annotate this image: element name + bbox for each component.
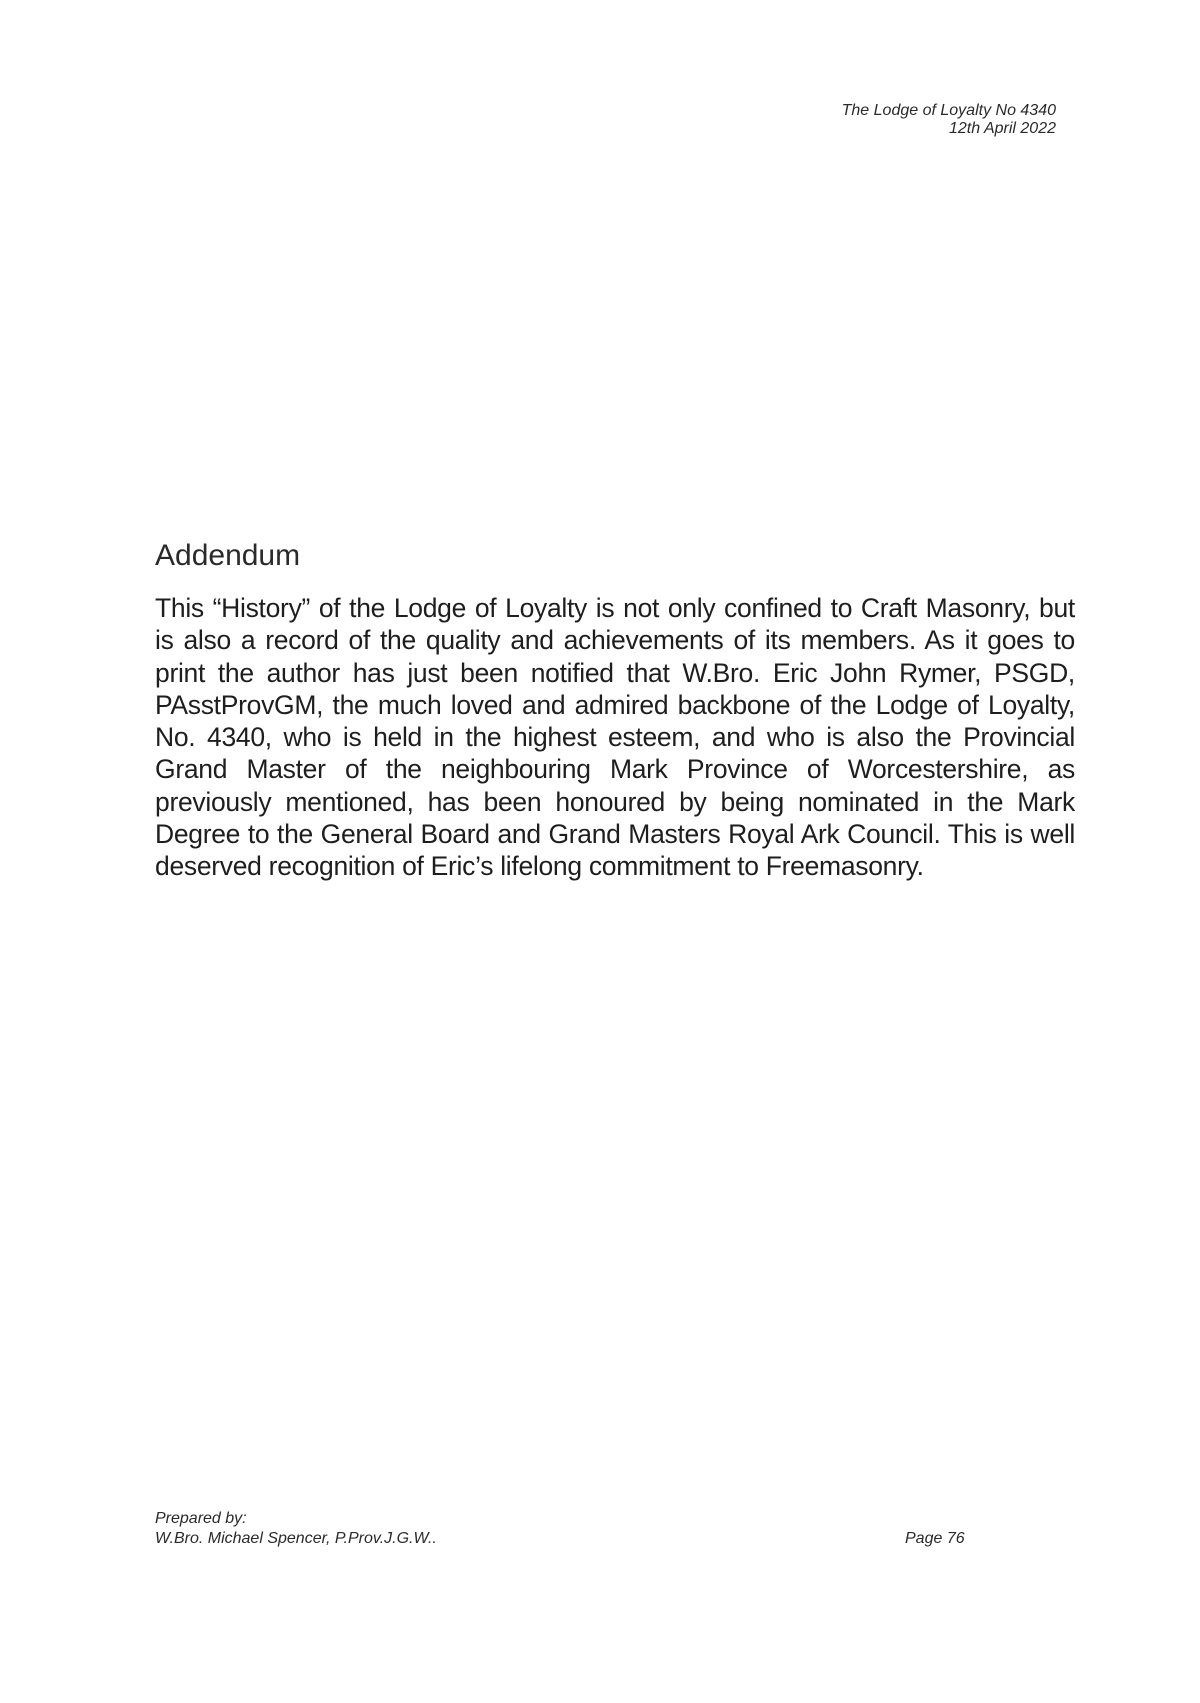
footer-author: W.Bro. Michael Spencer, P.Prov.J.G.W.. bbox=[155, 1530, 437, 1547]
page-header bbox=[842, 102, 1056, 138]
footer-prepared-by bbox=[155, 1509, 437, 1549]
section-heading: Addendum bbox=[155, 539, 301, 572]
page-number: Page 76 bbox=[905, 1530, 965, 1547]
header-lodge-name: The Lodge of Loyalty No 4340 bbox=[841, 102, 1056, 119]
header-date: 12th April 2022 bbox=[948, 120, 1056, 137]
footer-prepared-label: Prepared by: bbox=[155, 1510, 247, 1527]
addendum-paragraph: This “History” of the Lodge of Loyalty is not only confined to Craft Masonry, but is also a record of the quality and achievements of its members. As it goes to print the author has just been notified that W.Bro. Eric John Rymer, PSGD, PAsstProvGM, the much loved and admired backbone of the Lodge of Loyalty, No. 4340, who is held in the highest esteem, and who is also the Provincial Grand Master of the neighbouring Mark Province of Worcestershire, as previously mentioned, has been honoured by being nominated in the Mark Degree to the General Board and Grand Masters Royal Ark Council. This is well deserved recognition of Eric’s lifelong commitment to Freemasonry. bbox=[155, 593, 1075, 882]
